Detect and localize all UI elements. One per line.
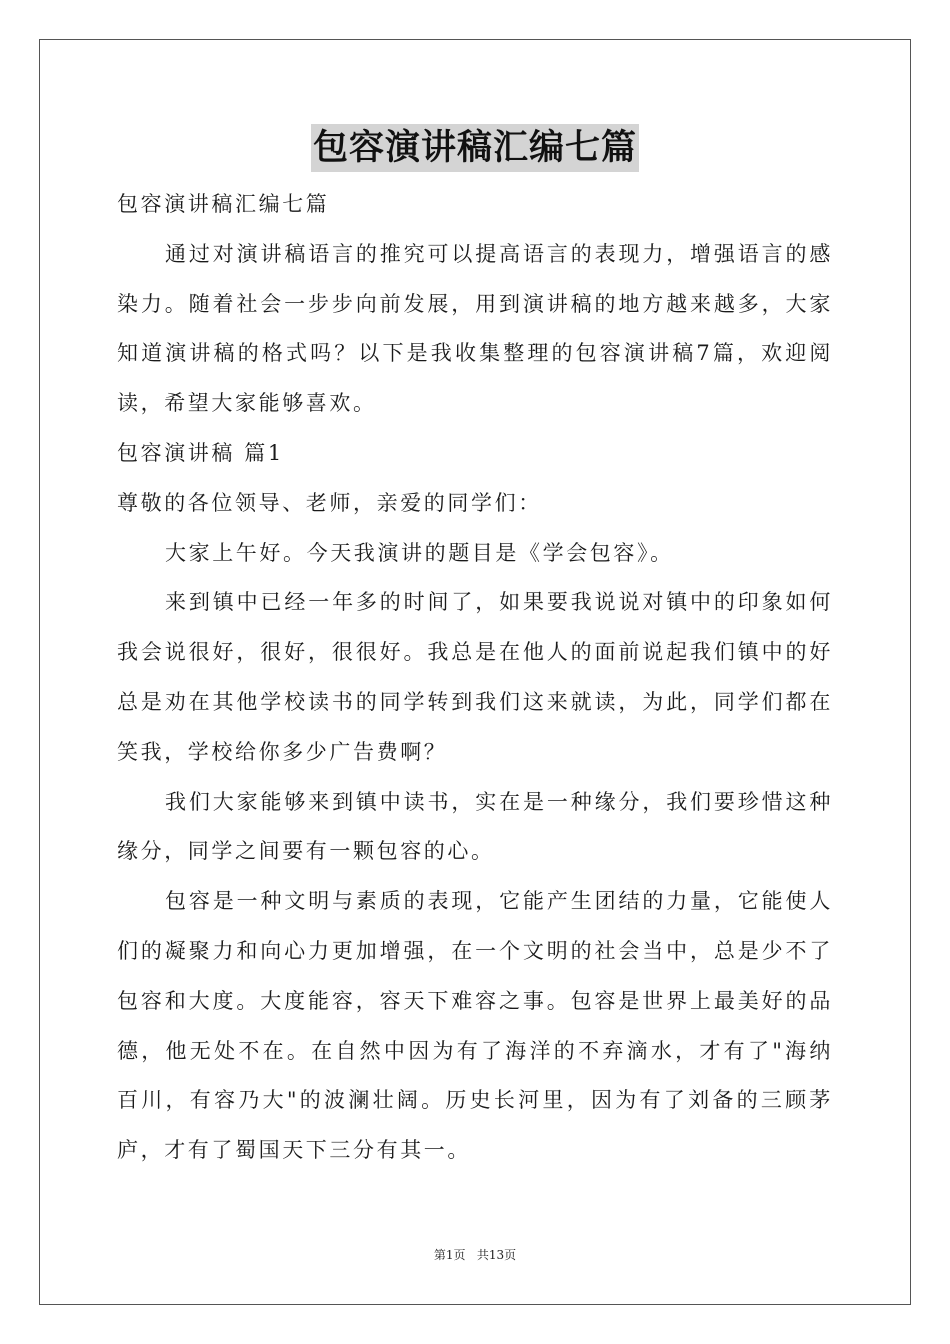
section-heading: 包容演讲稿 篇1 <box>117 440 284 465</box>
body-paragraph: 我们大家能够来到镇中读书，实在是一种缘分，我们要珍惜这种缘分，同学之间要有一颗包容的心。 <box>117 789 833 864</box>
title-area <box>0 124 950 172</box>
subtitle-line: 包容演讲稿汇编七篇 <box>117 192 330 216</box>
page-number: 第1页 <box>433 1248 466 1262</box>
document-body <box>117 180 833 1176</box>
document-title: 包容演讲稿汇编七篇 <box>311 124 639 172</box>
intro-paragraph: 通过对演讲稿语言的推究可以提高语言的表现力，增强语言的感染力。随着社会一步步向前发展，用到演讲稿的地方越来越多，大家知道演讲稿的格式吗？以下是我收集整理的包容演讲稿7篇，欢迎阅读，希望大家能够喜欢。 <box>117 241 833 416</box>
body-paragraph: 大家上午好。今天我演讲的题目是《学会包容》。 <box>165 540 674 565</box>
salutation: 尊敬的各位领导、老师，亲爱的同学们： <box>117 490 542 515</box>
page-footer <box>0 1246 950 1263</box>
body-paragraph: 来到镇中已经一年多的时间了，如果要我说说对镇中的印象如何我会说很好，很好，很很好。我总是在他人的面前说起我们镇中的好总是劝在其他学校读书的同学转到我们这来就读，为此，同学们都在笑我，学校给你多少广告费啊？ <box>117 590 833 764</box>
page-total: 共13页 <box>476 1248 517 1262</box>
body-paragraph: 包容是一种文明与素质的表现，它能产生团结的力量，它能使人们的凝聚力和向心力更加增强，在一个文明的社会当中，总是少不了包容和大度。大度能容，容天下难容之事。包容是世界上最美好的品德，他无处不在。在自然中因为有了海洋的不弃滴水，才有了"海纳百川，有容乃大"的波澜壮阔。历史长河里，因为有了刘备的三顾茅庐，才有了蜀国天下三分有其一。 <box>117 889 833 1163</box>
